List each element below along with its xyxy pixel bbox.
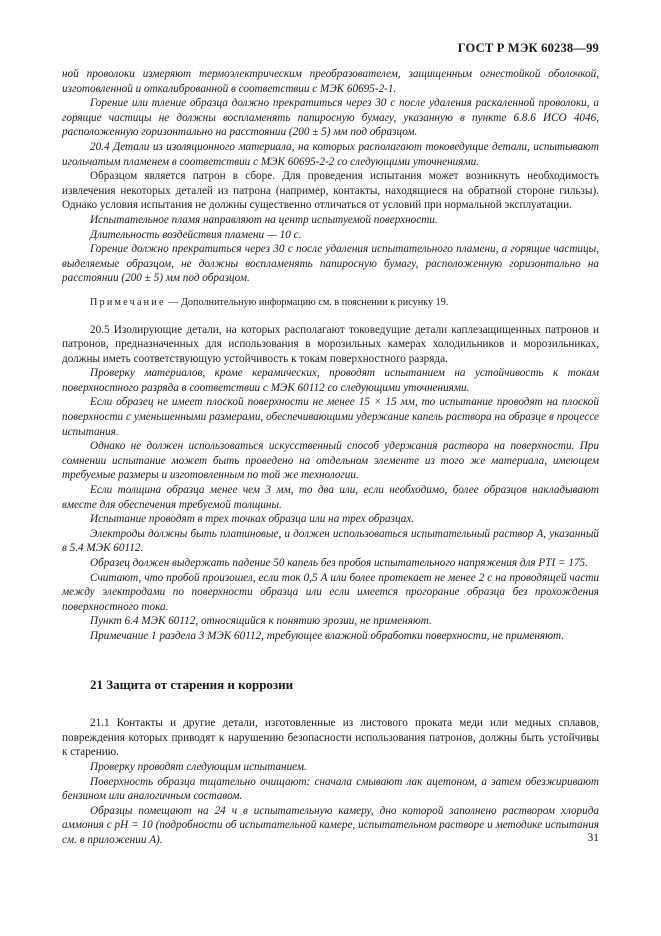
body-paragraph: Однако не должен использоваться искусственный способ удержания раствора на поверхности. При сомнении испытание может быть проведено на отдельном элементе из того же материала, имеющем требуемые размеры и изготовленным по той же технологии. xyxy=(62,440,599,482)
body-paragraph: 20.5 Изолирующие детали, на которых располагают токоведущие детали каплезащищенных патронов и патронов, предназначенных для использования в морозильных камерах холодильников и морозильниках, должны иметь соответствующую устойчивость к токам поверхностного разряда. xyxy=(62,323,599,365)
body-paragraph: Пункт 6.4 МЭК 60112, относящийся к понятию эрозии, не применяют. xyxy=(90,615,432,628)
document-body xyxy=(62,67,599,848)
body-paragraph: Считают, что пробой произошел, если ток 0,5 А или более протекает не менее 2 с на проводящей части между электродами по поверхности образца или если имеется прогорание образца без прохождения поверхностного тока. xyxy=(62,571,599,613)
body-paragraph: Примечание 1 раздела 3 МЭК 60112, требующее влажной обработки поверхности, не применяют. xyxy=(90,629,565,642)
body-paragraph: Поверхность образца тщательно очищают: сначала смывают лак ацетоном, а затем обезжиривают бензином или аналогичным составом. xyxy=(62,775,599,803)
body-paragraph: Образцы помещают на 24 ч в испытательную камеру, дно которой заполнено раствором хлорида аммония с pH = 10 (подробности об испытательной камере, испытательном растворе и методике испытания см. в приложении А). xyxy=(62,804,599,846)
body-paragraph: Горение должно прекратиться через 30 с после удаления испытательного пламени, а горящие частицы, выделяемые образцом, не должны воспламенять папиросную бумагу, расположенную горизонтально на расстоянии (200 ± 5) мм под образцом. xyxy=(62,243,599,285)
body-paragraph: Если образец не имеет плоской поверхности не менее 15 × 15 мм, то испытание проводят на плоской поверхности с уменьшенными размерами, обеспечивающими удержание капель раствора на образце в процессе испытания. xyxy=(62,396,599,438)
paragraph-group-21-1 xyxy=(62,716,599,847)
section-21-title: 21 Защита от старения и коррозии xyxy=(90,676,294,692)
body-paragraph: Проверку материалов, кроме керамических, проводят испытанием на устойчивость к токам поверхностного разряда в соответствии с МЭК 60112 со следующими уточнениями. xyxy=(62,367,599,394)
paragraph-group-20-3-20-4 xyxy=(62,67,599,286)
body-paragraph: Испытательное пламя направляют на центр испытуемой поверхности. xyxy=(90,213,438,226)
body-paragraph: Электроды должны быть платиновые, и должен использоваться испытательный раствор А, указанный в 5.4 МЭК 60112. xyxy=(62,527,599,555)
body-paragraph: Образец должен выдержать падение 50 капель без пробоя испытательного напряжения для PTI = 175. xyxy=(90,557,588,569)
body-paragraph: Длительность воздействия пламени — 10 с. xyxy=(90,228,302,241)
body-paragraph: ной проволоки измеряют термоэлектрическим преобразователем, защищенным огнестойкой оболочкой, изготовленной и откалиброванной в соответствии с МЭК 60695-2-1. xyxy=(62,68,599,95)
page-number: 31 xyxy=(587,832,599,844)
body-paragraph: 21.1 Контакты и другие детали, изготовленные из листового проката меди или медных сплавов, повреждения которых приводят к нарушению безопасности использования патронов, должны быть устойчивы к старению. xyxy=(62,717,599,759)
body-paragraph: Испытание проводят в трех точках образца или на трех образцах. xyxy=(90,513,415,526)
document-header-code: ГОСТ Р МЭК 60238—99 xyxy=(457,41,599,55)
note-label: Примечание xyxy=(90,296,166,308)
body-paragraph: Горение или тление образца должно прекратиться через 30 с после удаления раскаленной проволоки, а горящие частицы не должны воспламенять папиросную бумагу, указанную в пункте 6.8.6 ИСО 4046, расположенную горизонтально на расстоянии (200 ± 5) мм под образцом. xyxy=(62,97,599,139)
paragraph-group-20-5 xyxy=(62,323,599,644)
body-paragraph: Образцом является патрон в сборе. Для проведения испытания может возникнуть необходимость извлечения некоторых деталей из патрона (например, контакты, находящиеся на обратной стороне гильзы). Однако условия испытания не должны существенно отличаться от условий при нормальной эксплуатации. xyxy=(62,170,599,212)
body-paragraph: Если толщина образца менее чем 3 мм, то два или, если необходимо, более образцов накладывают вместе для обеспечения требуемой толщины. xyxy=(62,484,599,511)
note-text: — Дополнительную информацию см. в пояснении к рисунку 19. xyxy=(165,296,449,308)
body-paragraph: 20.4 Детали из изоляционного материала, на которых располагают токоведущие детали, испытывают игольчатым пламенем в соответствии с МЭК 60695-2-2 со следующими уточнениями. xyxy=(62,140,599,168)
body-paragraph: Проверку проводят следующим испытанием. xyxy=(90,760,307,773)
note-paragraph xyxy=(62,296,599,311)
